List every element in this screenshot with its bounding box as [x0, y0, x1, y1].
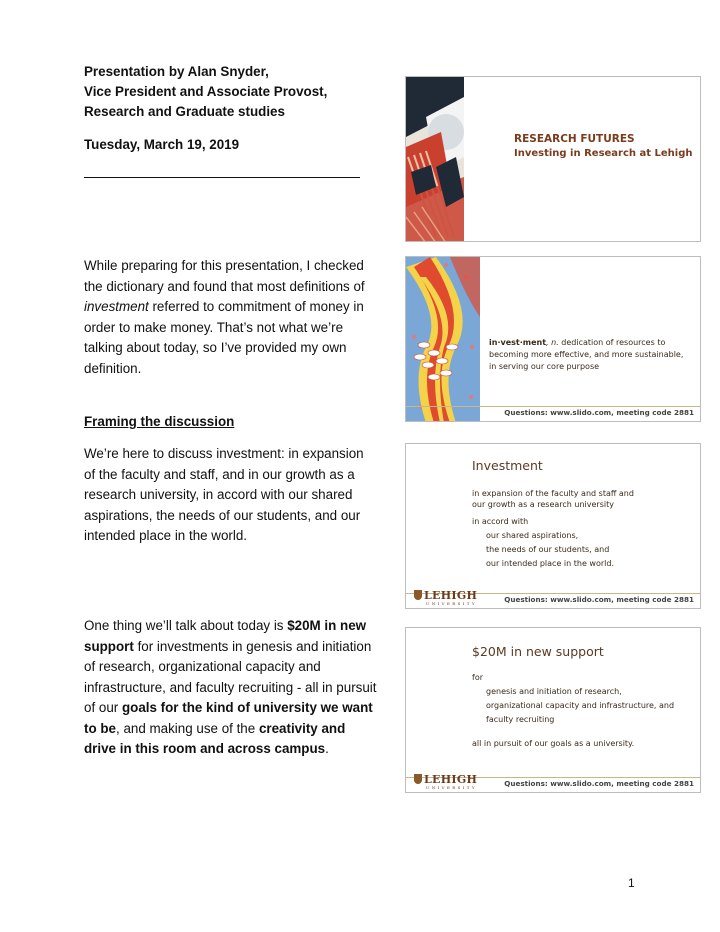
slide-bullet: our growth as a research university — [472, 500, 614, 509]
part-of-speech: , n. — [546, 338, 559, 347]
slide-bullet: in expansion of the faculty and staff and — [472, 489, 634, 498]
text-line — [84, 739, 399, 760]
logo-subtext: UNIVERSITY — [426, 785, 477, 790]
footer-rule — [406, 406, 700, 407]
slide-sub-bullet: genesis and initiation of research, — [486, 687, 622, 696]
bold-span: support — [84, 638, 134, 654]
slide-thumbnail-2 — [405, 256, 701, 422]
slide-bullet: in accord with — [472, 517, 529, 526]
bold-span: goals for the kind of university we want — [121, 700, 373, 715]
bold-span: to be — [84, 720, 116, 736]
text-span: . — [325, 741, 329, 756]
slide-sub-bullet: organizational capacity and infrastructure, and — [486, 701, 675, 710]
abstract-art-image — [406, 257, 480, 422]
text-line: intended place in the world. — [84, 528, 248, 543]
abstract-art-image — [406, 77, 464, 242]
lehigh-logo — [414, 768, 477, 790]
slide-thumbnail-4 — [405, 627, 701, 793]
logo-name: LEHIGH — [424, 773, 478, 786]
slide-footer: Questions: www.slido.com, meeting code 2881 — [504, 408, 694, 417]
slide-title: Investment — [472, 458, 543, 473]
framing-paragraph — [84, 444, 394, 547]
text-line: order to make money. That’s not what we’re — [84, 319, 344, 335]
text-span: , and making use of the — [116, 720, 259, 736]
slide-footer: Questions: www.slido.com, meeting code 2881 — [504, 595, 694, 604]
text-span: dedication of resources to — [558, 338, 666, 347]
text-line: talking about today, so I’ve provided my own — [84, 340, 347, 355]
text-line: definition. — [84, 360, 142, 376]
divider-line — [84, 177, 360, 178]
presenter-title: Vice President and Associate Provost, — [84, 84, 328, 99]
text-line: We’re here to discuss investment: in expansion — [84, 446, 364, 461]
definition-term: in·vest·ment — [489, 338, 547, 347]
text-line: While preparing for this presentation, I checked — [84, 258, 364, 273]
logo-name: LEHIGH — [424, 589, 478, 602]
slide-sub-bullet: our shared aspirations, — [486, 531, 579, 540]
slide-thumbnail-1 — [405, 76, 701, 242]
presenter-dept: Research and Graduate studies — [84, 104, 285, 119]
slide-subtitle: Investing in Research at Lehigh — [514, 148, 693, 159]
lehigh-logo — [414, 584, 477, 606]
definition-line-1 — [489, 337, 665, 349]
text-line — [84, 616, 399, 637]
framing-heading: Framing the discussion — [84, 414, 235, 429]
text-line: aspirations, the needs of our students, and our — [84, 507, 361, 523]
text-span: of our — [84, 700, 122, 715]
text-line: infrastructure, and faculty recruiting - all in pursuit — [84, 679, 377, 695]
text-line — [84, 297, 394, 318]
slide-footer: Questions: www.slido.com, meeting code 2881 — [504, 779, 694, 788]
bold-span: $20M in new — [287, 618, 367, 633]
text-span: referred to commitment of money in — [148, 299, 364, 314]
text-line: the dictionary and found that most definitions of — [84, 278, 365, 294]
slide-thumbnail-3 — [405, 443, 701, 609]
page-number: 1 — [628, 876, 635, 890]
bold-span: creativity and — [258, 720, 346, 736]
text-span: for investments in genesis and initiation — [133, 638, 372, 654]
slide-sub-bullet: faculty recruiting — [486, 715, 555, 724]
text-line: of research, organizational capacity and — [84, 659, 321, 674]
slide-title: RESEARCH FUTURES — [514, 133, 635, 145]
definition-line-3: in serving our core purpose — [489, 362, 600, 371]
text-span: One thing we’ll talk about today is — [84, 618, 288, 633]
presentation-date: Tuesday, March 19, 2019 — [84, 137, 240, 152]
support-paragraph — [84, 616, 399, 760]
logo-subtext: UNIVERSITY — [426, 601, 477, 606]
text-line: research university, in accord with our shared — [84, 487, 353, 502]
investment-paragraph — [84, 256, 394, 379]
text-line — [84, 698, 399, 719]
bold-span: drive in this room and across campus — [84, 741, 326, 756]
slide-bullet: for — [472, 673, 483, 682]
text-line: of the faculty and staff, and in our growth as a — [84, 466, 355, 482]
slide-bullet: all in pursuit of our goals as a university. — [472, 739, 635, 748]
shield-icon — [414, 774, 422, 784]
text-line — [84, 719, 399, 740]
text-line — [84, 637, 399, 658]
italic-term: investment — [84, 299, 149, 314]
definition-line-2: becoming more effective, and more sustainable, — [489, 350, 684, 359]
slide-title: $20M in new support — [472, 644, 604, 659]
slide-sub-bullet: the needs of our students, and — [486, 545, 610, 554]
shield-icon — [414, 590, 422, 600]
presenter-line: Presentation by Alan Snyder, — [84, 64, 269, 79]
slide-sub-bullet: our intended place in the world. — [486, 559, 614, 568]
